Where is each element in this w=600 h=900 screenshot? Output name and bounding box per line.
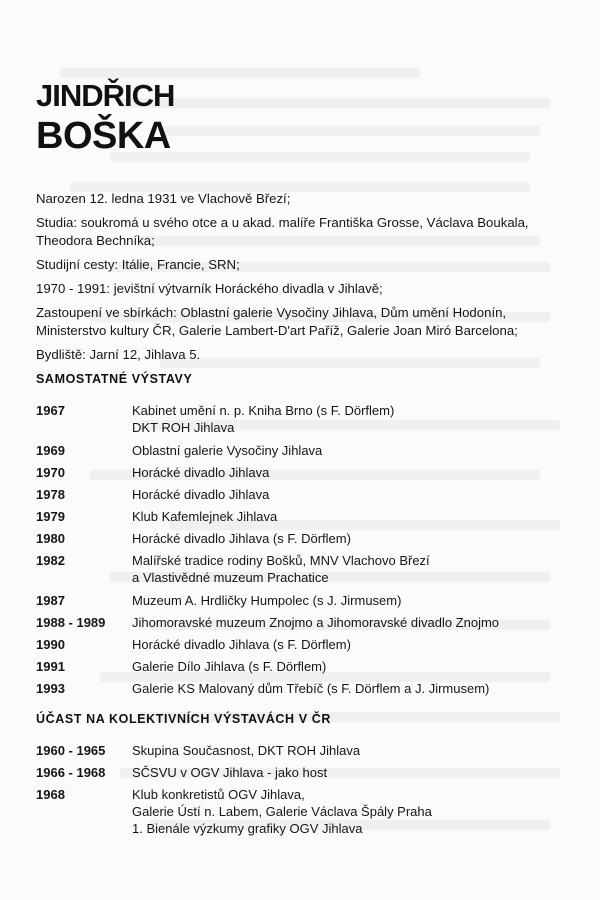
exhibition-text bbox=[132, 486, 576, 508]
exhibition-year: 1967 bbox=[36, 403, 65, 418]
list-item bbox=[36, 530, 576, 552]
exhibition-year: 1979 bbox=[36, 509, 65, 524]
exhibition-text bbox=[132, 552, 576, 592]
group-exhibitions-list bbox=[36, 742, 576, 842]
exhibition-year: 1968 bbox=[36, 787, 65, 802]
exhibition-line: Jihomoravské muzeum Znojmo a Jihomoravské divadlo Znojmo bbox=[132, 615, 500, 630]
solo-exhibitions-list bbox=[36, 402, 576, 702]
exhibition-line: Galerie Dílo Jihlava (s F. Dörflem) bbox=[132, 659, 327, 674]
exhibition-line: Horácké divadlo Jihlava bbox=[132, 465, 270, 480]
exhibition-line: Galerie KS Malovaný dům Třebíč (s F. Dörflem a J. Jirmusem) bbox=[132, 681, 490, 696]
exhibition-line: DKT ROH Jihlava bbox=[132, 420, 235, 435]
bio-travels: Studijní cesty: Itálie, Francie, SRN; bbox=[36, 257, 240, 272]
exhibition-line: Horácké divadlo Jihlava (s F. Dörflem) bbox=[132, 531, 351, 546]
exhibition-text bbox=[132, 658, 576, 680]
bio-collections: Zastoupení ve sbírkách: Oblastní galerie Vysočiny Jihlava, Dům umění Hodonín, Ministerstvo kultury ČR, Galerie Lambert-D'art Paříž, Galerie Joan Miró Barcelona; bbox=[36, 305, 518, 338]
exhibition-line: Oblastní galerie Vysočiny Jihlava bbox=[132, 443, 323, 458]
list-item bbox=[36, 786, 576, 842]
exhibition-line: Malířské tradice rodiny Bošků, MNV Vlachovo Březí bbox=[132, 553, 430, 568]
exhibition-text bbox=[132, 680, 576, 702]
exhibition-year: 1988 - 1989 bbox=[36, 615, 106, 630]
list-item bbox=[36, 614, 576, 636]
exhibition-text bbox=[132, 402, 576, 442]
artist-last-name: BOŠKA bbox=[36, 115, 171, 157]
list-item bbox=[36, 508, 576, 530]
bio-birth: Narozen 12. ledna 1931 ve Vlachově Březí; bbox=[36, 191, 291, 206]
exhibition-text bbox=[132, 442, 576, 464]
artist-name bbox=[36, 80, 174, 155]
bio-studies: Studia: soukromá u svého otce a u akad. malíře Františka Grosse, Václava Boukala, Theodora Bechníka; bbox=[36, 215, 529, 248]
exhibition-line: Horácké divadlo Jihlava (s F. Dörflem) bbox=[132, 637, 351, 652]
bio-career: 1970 - 1991: jevištní výtvarník Horáckého divadla v Jihlavě; bbox=[36, 281, 383, 296]
exhibition-text bbox=[132, 764, 576, 786]
exhibition-year: 1966 - 1968 bbox=[36, 765, 106, 780]
exhibition-year: 1978 bbox=[36, 487, 65, 502]
exhibition-year: 1993 bbox=[36, 681, 65, 696]
exhibition-text bbox=[132, 636, 576, 658]
biography bbox=[36, 190, 576, 370]
list-item bbox=[36, 592, 576, 614]
exhibition-year: 1970 bbox=[36, 465, 65, 480]
exhibition-year: 1980 bbox=[36, 531, 65, 546]
list-item bbox=[36, 552, 576, 592]
exhibition-line: Klub konkretistů OGV Jihlava, bbox=[132, 787, 305, 802]
exhibition-text bbox=[132, 508, 576, 530]
list-item bbox=[36, 402, 576, 442]
artist-first-name: JINDŘICH bbox=[36, 78, 175, 113]
exhibition-line: a Vlastivědné muzeum Prachatice bbox=[132, 570, 329, 585]
exhibition-text bbox=[132, 742, 576, 764]
exhibition-year: 1991 bbox=[36, 659, 65, 674]
exhibition-line: Muzeum A. Hrdličky Humpolec (s J. Jirmusem) bbox=[132, 593, 402, 608]
exhibition-line: Skupina Současnost, DKT ROH Jihlava bbox=[132, 743, 361, 758]
list-item bbox=[36, 636, 576, 658]
exhibition-line: Galerie Ústí n. Labem, Galerie Václava Špály Praha bbox=[132, 804, 432, 819]
list-item bbox=[36, 464, 576, 486]
exhibition-text bbox=[132, 786, 576, 842]
exhibition-text bbox=[132, 464, 576, 486]
exhibition-line: Kabinet umění n. p. Kniha Brno (s F. Dörflem) bbox=[132, 403, 395, 418]
list-item bbox=[36, 486, 576, 508]
list-item bbox=[36, 742, 576, 764]
exhibition-line: Klub Kafemlejnek Jihlava bbox=[132, 509, 278, 524]
exhibition-line: Horácké divadlo Jihlava bbox=[132, 487, 270, 502]
exhibition-year: 1969 bbox=[36, 443, 65, 458]
list-item bbox=[36, 764, 576, 786]
exhibition-year: 1987 bbox=[36, 593, 65, 608]
group-exhibitions-heading: ÚČAST NA KOLEKTIVNÍCH VÝSTAVÁCH V ČR bbox=[36, 712, 331, 726]
solo-exhibitions-heading: SAMOSTATNÉ VÝSTAVY bbox=[36, 372, 193, 386]
exhibition-text bbox=[132, 530, 576, 552]
list-item bbox=[36, 680, 576, 702]
exhibition-text bbox=[132, 592, 576, 614]
exhibition-year: 1982 bbox=[36, 553, 65, 568]
exhibition-line: SČSVU v OGV Jihlava - jako host bbox=[132, 765, 328, 780]
exhibition-line: 1. Bienále výzkumy grafiky OGV Jihlava bbox=[132, 821, 363, 836]
list-item bbox=[36, 442, 576, 464]
exhibition-text bbox=[132, 614, 576, 636]
exhibition-year: 1990 bbox=[36, 637, 65, 652]
bio-residence: Bydliště: Jarní 12, Jihlava 5. bbox=[36, 347, 201, 362]
exhibition-year: 1960 - 1965 bbox=[36, 743, 106, 758]
list-item bbox=[36, 658, 576, 680]
